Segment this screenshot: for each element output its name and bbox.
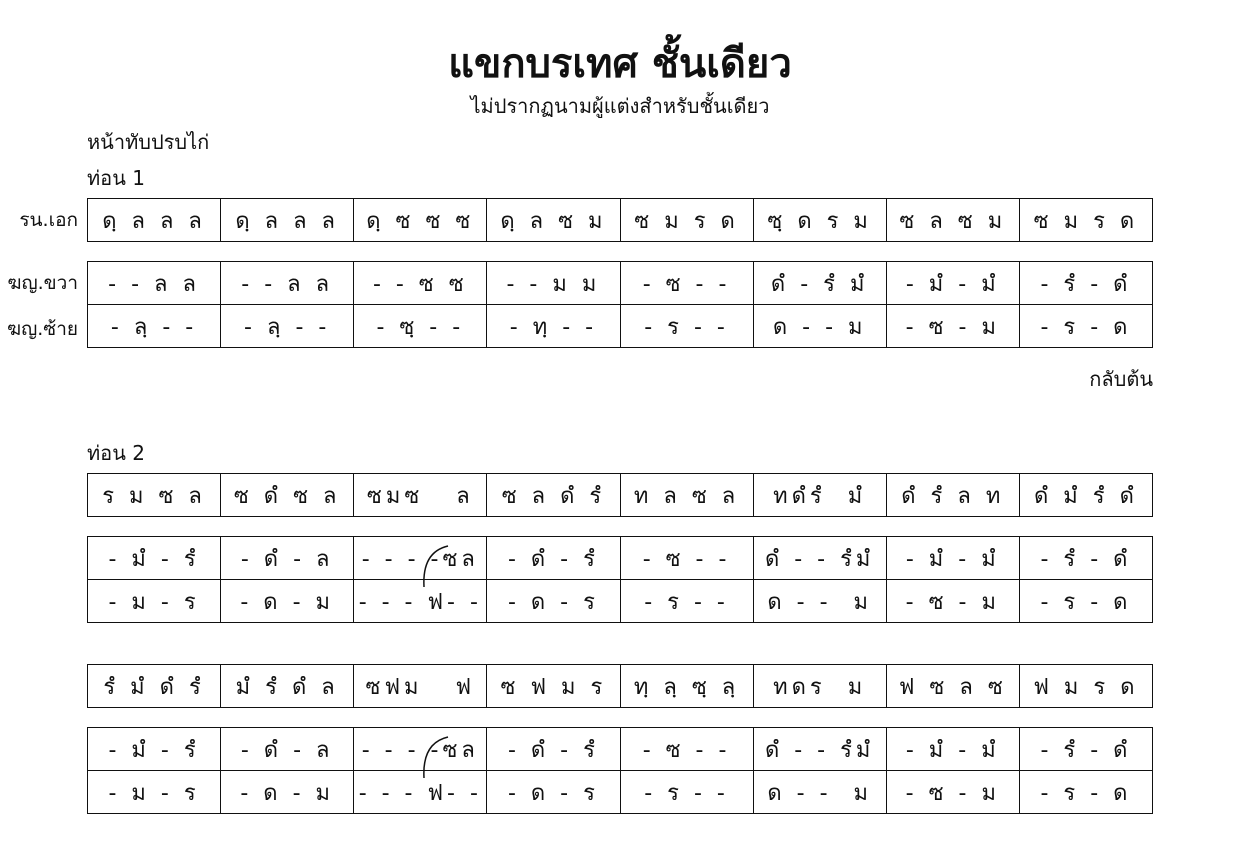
note-cell: - ร - ด — [1019, 580, 1152, 623]
section-label: ท่อน 2 — [87, 441, 145, 465]
return-to-start-label: กลับต้น — [1089, 367, 1153, 391]
lead-row — [88, 199, 1153, 242]
left-hand-row — [88, 305, 1153, 348]
note-cell: - - ล ล — [221, 262, 354, 305]
note-cell: ซ ล ดํ รํ — [487, 474, 620, 517]
note-cell: ท ล ซ ล — [620, 474, 753, 517]
note-cell: - ดํ - ล — [221, 537, 354, 580]
note-cell: ซฺ ด ร ม — [753, 199, 886, 242]
note-cell: ดฺ ล ล ล — [88, 199, 221, 242]
note-cell: ดํ - - รํมํ — [753, 537, 886, 580]
note-cell: ด - - ม — [753, 305, 886, 348]
note-cell: ดฺ ล ซ ม — [487, 199, 620, 242]
note-cell: - รํ - ดํ — [1019, 537, 1152, 580]
right-hand-row — [88, 728, 1153, 771]
note-cell: ด - - ม — [753, 771, 886, 814]
note-cell: ดฺ ซ ซ ซ — [354, 199, 487, 242]
note-cell: ร ม ซ ล — [88, 474, 221, 517]
note-cell: ทดร ม — [753, 665, 886, 708]
lead-row — [88, 665, 1153, 708]
note-cell: ซ ม ร ด — [1019, 199, 1152, 242]
note-cell: ดํ - - รํมํ — [753, 728, 886, 771]
note-cell: - ทฺ - - — [487, 305, 620, 348]
note-cell: - ร - - — [620, 305, 753, 348]
note-cell: - ซ - - — [620, 728, 753, 771]
right-hand-row — [88, 262, 1153, 305]
note-cell: - ซ - - — [620, 262, 753, 305]
note-cell: - มํ - รํ — [88, 537, 221, 580]
note-cell: - ด - ม — [221, 580, 354, 623]
sheet-subtitle: ไม่ปรากฏนามผู้แต่งสำหรับชั้นเดียว — [470, 94, 770, 118]
note-cell: - - ซ ซ — [354, 262, 487, 305]
row-label-lead: รน.เอก — [19, 209, 78, 231]
note-cell: ดํ มํ รํ ดํ — [1019, 474, 1152, 517]
lead-row-table — [87, 664, 1153, 708]
accompaniment-table — [87, 727, 1153, 814]
right-hand-row — [88, 537, 1153, 580]
note-cell: - ลฺ - - — [88, 305, 221, 348]
note-cell: - ร - ด — [1019, 305, 1152, 348]
note-cell: - ม - ร — [88, 771, 221, 814]
intro-label: หน้าทับปรบไก่ — [87, 130, 210, 154]
left-hand-row — [88, 771, 1153, 814]
note-cell: - ซ - ม — [886, 771, 1019, 814]
note-cell: ทฺ ลฺ ซฺ ลฺ — [620, 665, 753, 708]
left-hand-row — [88, 580, 1153, 623]
note-cell: - - ล ล — [88, 262, 221, 305]
note-cell: - ด - ม — [221, 771, 354, 814]
accompaniment-table — [87, 536, 1153, 623]
note-cell: ซ ล ซ ม — [886, 199, 1019, 242]
lead-row-table — [87, 198, 1153, 242]
note-cell: ฟ ม ร ด — [1019, 665, 1152, 708]
note-cell: ซ ฟ ม ร — [487, 665, 620, 708]
note-cell: ทดํรํ มํ — [753, 474, 886, 517]
note-cell: - ดํ - รํ — [487, 537, 620, 580]
note-cell: - ม - ร — [88, 580, 221, 623]
lead-row — [88, 474, 1153, 517]
note-cell: - ซ - ม — [886, 305, 1019, 348]
note-cell: - - - -ซล — [354, 728, 487, 771]
section-label: ท่อน 1 — [87, 166, 145, 190]
note-cell: ดํ รํ ล ท — [886, 474, 1019, 517]
note-cell: - - - ฟ- - — [354, 771, 487, 814]
note-cell: - ซ - - — [620, 537, 753, 580]
note-cell: - - - -ซล — [354, 537, 487, 580]
note-cell: ดฺ ล ล ล — [221, 199, 354, 242]
note-cell: ซ ม ร ด — [620, 199, 753, 242]
note-cell: - รํ - ดํ — [1019, 262, 1152, 305]
note-cell: - มํ - มํ — [886, 537, 1019, 580]
note-cell: ซฟม ฟ — [354, 665, 487, 708]
note-cell: - ซฺ - - — [354, 305, 487, 348]
note-cell: - ดํ - ล — [221, 728, 354, 771]
note-cell: - มํ - มํ — [886, 262, 1019, 305]
note-cell: ซ ดํ ซ ล — [221, 474, 354, 517]
note-cell: - รํ - ดํ — [1019, 728, 1152, 771]
note-cell: - ซ - ม — [886, 580, 1019, 623]
row-label-right: ฆญ.ขวา — [7, 272, 78, 294]
note-cell: - มํ - มํ — [886, 728, 1019, 771]
accompaniment-table — [87, 261, 1153, 348]
note-cell: ซมซ ล — [354, 474, 487, 517]
note-cell: ด - - ม — [753, 580, 886, 623]
sheet-title: แขกบรเทศ ชั้นเดียว — [448, 41, 792, 87]
note-cell: - ร - - — [620, 771, 753, 814]
lead-row-table — [87, 473, 1153, 517]
note-cell: - มํ - รํ — [88, 728, 221, 771]
row-label-left: ฆญ.ซ้าย — [6, 318, 78, 340]
note-cell: ดํ - รํ มํ — [753, 262, 886, 305]
note-cell: - ลฺ - - — [221, 305, 354, 348]
note-cell: - ดํ - รํ — [487, 728, 620, 771]
note-cell: ฟ ซ ล ซ — [886, 665, 1019, 708]
note-cell: - ร - ด — [1019, 771, 1152, 814]
note-cell: รํ มํ ดํ รํ — [88, 665, 221, 708]
note-cell: - - ม ม — [487, 262, 620, 305]
note-cell: มํ รํ ดํ ล — [221, 665, 354, 708]
note-cell: - ด - ร — [487, 771, 620, 814]
note-cell: - - - ฟ- - — [354, 580, 487, 623]
note-cell: - ร - - — [620, 580, 753, 623]
note-cell: - ด - ร — [487, 580, 620, 623]
